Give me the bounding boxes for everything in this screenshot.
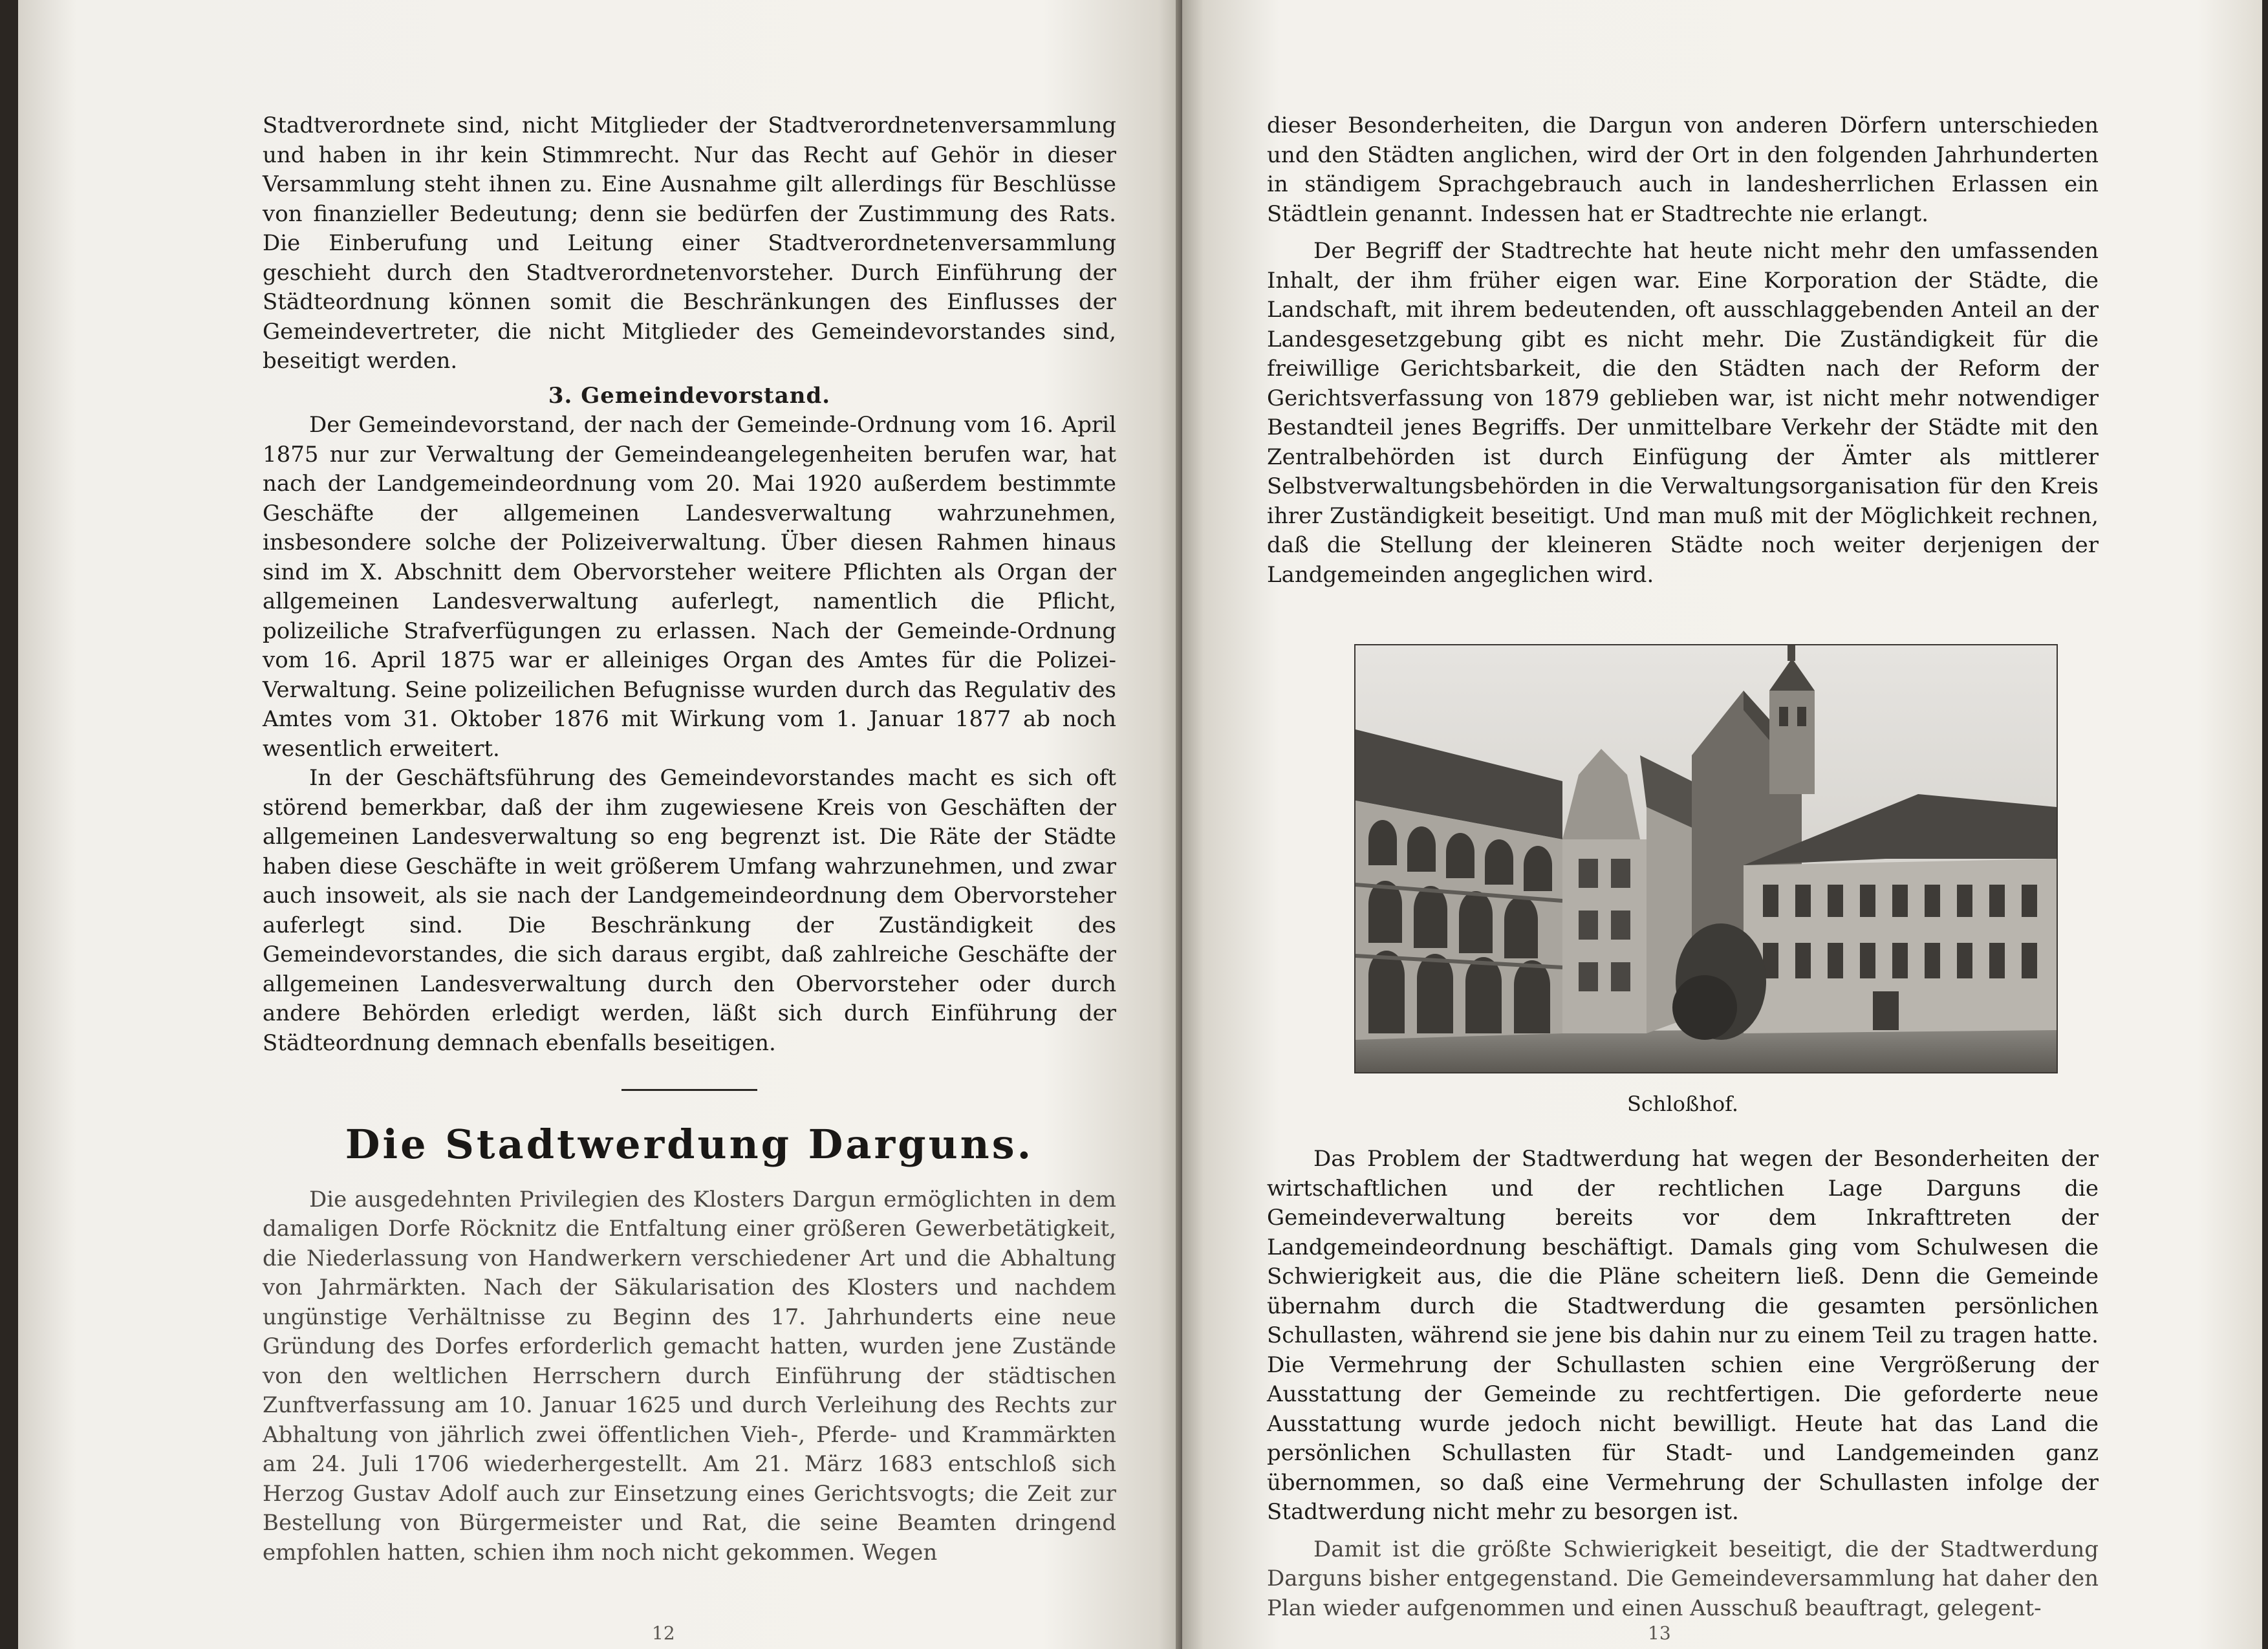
- chapter-title: Die Stadtwerdung Darguns.: [345, 1121, 1034, 1168]
- left-paragraph-intro: Stadtverordnete sind, nicht Mitglieder der Stadtverordnetenversammlung und haben in ihr kein Stimmrecht. Nur das Recht auf Gehör in dieser Versammlung steht ihnen zu. Eine Ausnahme gilt allerdings für Beschlüsse von finanzieller Bedeutung; denn sie bedürfen der Zustimmung des Rats. Die Einberufung und Leitung einer Stadtverordnetenversammlung geschieht durch den Stadtverordnetenvorsteher. Durch Einführung der Städteordnung können somit die Beschränkungen des Einflusses der Gemeindevertreter, die nicht Mitglieder des Gemeindevorstandes sind, beseitigt werden.: [263, 113, 1116, 374]
- section-heading: 3. Gemeindevorstand.: [548, 382, 831, 409]
- left-paragraph-3: Die ausgedehnten Privilegien des Klosters Dargun ermöglichten in dem damaligen Dorfe Röcknitz die Entfaltung einer größeren Gewerbetätigkeit, die Niederlassung von Handwerkern verschiedener Art und die Abhaltung von Jahrmärkten. Nach der Säkularisation des Klosters und nachdem ungünstige Verhältnisse zu Beginn des 17. Jahrhunderts eine neue Gründung des Dorfes erforderlich gemacht hatten, wurden jene Zustände von den weltlichen Herrschern durch Einführung der städtischen Zunftverfassung am 10. Januar 1625 und durch Verleihung des Rechts zur Abhaltung von jährlich zwei öffentlichen Vieh-, Pferde- und Krammärkten am 24. Juli 1706 wiederhergestellt. Am 21. März 1683 entschloß sich Herzog Gustav Adolf auch zur Einsetzung eines Gerichtsvogts; die Zeit zur Bestellung von Bürgermeister und Rat, die seine Beamten dringend empfohlen hatten, schien ihm noch nicht gekommen. Wegen: [263, 1186, 1116, 1566]
- right-paragraph-1: dieser Besonderheiten, die Dargun von anderen Dörfern unterschieden und den Städten anglichen, wird der Ort in den folgenden Jahrhunderten in ständigem Sprachgebrauch auch in landesherrlichen Erlassen ein Städtlein genannt. Indessen hat er Stadtrechte nie erlangt.: [1267, 113, 2099, 227]
- left-paragraph-1: Der Gemeindevorstand, der nach der Gemeinde-Ordnung vom 16. April 1875 nur zur Verwaltung der Gemeindeangelegenheiten berufen war, hat nach der Landgemeindeordnung vom 20. Mai 1920 außerdem bestimmte Geschäfte der allgemeinen Landesverwaltung wahrzunehmen, insbesondere solche der Polizeiverwaltung. Über diesen Rahmen hinaus sind im X. Abschnitt dem Obervorsteher weitere Pflichten als Organ der allgemeinen Landesverwaltung auferlegt, namentlich die Pflicht, polizeiliche Strafverfügungen zu erlassen. Nach der Gemeinde-Ordnung vom 16. April 1875 war er alleiniges Organ des Amtes für die Polizei-Verwaltung. Seine polizeilichen Befugnisse wurden durch das Regulativ des Amtes vom 31. Oktober 1876 mit Wirkung vom 1. Januar 1877 ab noch wesentlich erweitert.: [263, 412, 1116, 762]
- left-page: [18, 0, 1182, 1649]
- left-paragraph-2: In der Geschäftsführung des Gemeindevorstandes macht es sich oft störend bemerkbar, daß der ihm zugewiesene Kreis von Geschäften der allgemeinen Landesverwaltung so eng begrenzt ist. Die Räte der Städte haben diese Geschäfte in weit größerem Umfang wahrzunehmen, und zwar auch insoweit, als sie nach der Landgemeindeordnung dem Obervorsteher auferlegt sind. Die Beschränkung der Zuständigkeit des Gemeindevorstandes, die sich daraus ergibt, daß zahlreiche Geschäfte der allgemeinen Landesverwaltung durch den Obervorsteher oder durch andere Behörden erledigt werden, läßt sich durch Einführung der Städteordnung demnach ebenfalls beseitigen.: [263, 765, 1116, 1056]
- castle-courtyard-photo: [1354, 644, 2058, 1073]
- right-paragraph-3: Das Problem der Stadtwerdung hat wegen der Besonderheiten der wirtschaftlichen und der rechtlichen Lage Darguns die Gemeindeverwaltung bereits vor dem Inkrafttreten der Landgemeindeordnung beschäftigt. Damals ging vom Schulwesen die Schwierigkeit aus, die die Pläne scheitern ließ. Denn die Gemeinde übernahm durch die Stadtwerdung die gesamten persönlichen Schullasten, während sie jene bis dahin nur zu einem Teil zu tragen hatte. Die Vermehrung der Schullasten schien eine Vergrößerung der Ausstattung der Gemeinde zu rechtfertigen. Die geforderte neue Ausstattung wurde jedoch nicht bewilligt. Heute hat das Land die persönlichen Schullasten für Stadt- und Landgemeinden ganz übernommen, so daß eine Vermehrung der Schullasten infolge der Stadtwerdung nicht mehr zu besorgen ist.: [1267, 1146, 2099, 1525]
- right-paragraph-4: Damit ist die größte Schwierigkeit beseitigt, die der Stadtwerdung Darguns bisher entgegenstand. Die Gemeindeversammlung hat daher den Plan wieder aufgenommen und einen Ausschuß beauftragt, gelegent-: [1267, 1536, 2099, 1621]
- left-text-column: [263, 111, 1116, 1568]
- castle-courtyard-illustration: [1355, 645, 2057, 1072]
- right-text-column-top: [1267, 111, 2099, 590]
- right-paragraph-2: Der Begriff der Stadtrechte hat heute nicht mehr den umfassenden Inhalt, der ihm früher eigen war. Eine Korporation der Städte, die Landschaft, mit ihrem bedeutenden, oft ausschlaggebenden Anteil an der Landesgesetzgebung gibt es nicht mehr. Die Zuständigkeit für die freiwillige Gerichtsbarkeit, die den Städten nach der Reform der Gerichtsverfassung von 1879 geblieben war, ist nicht mehr notwendiger Bestandteil jenes Begriffs. Der unmittelbare Verkehr der Städte mit den Zentralbehörden ist durch Einfügung der Ämter als mittlerer Selbstverwaltungsbehörden in die Verwaltungsorganisation für den Kreis ihrer Zuständigkeit beseitigt. Und man muß mit der Möglichkeit rechnen, daß die Stellung der kleineren Städte noch weiter derjenigen der Landgemeinden angeglichen wird.: [1267, 238, 2099, 588]
- right-text-column-bottom: [1267, 1145, 2099, 1623]
- right-page-number: 13: [1648, 1622, 1671, 1644]
- left-page-number: 12: [652, 1622, 675, 1644]
- photo-caption: Schloßhof.: [1626, 1092, 1739, 1116]
- right-page: [1182, 0, 2262, 1649]
